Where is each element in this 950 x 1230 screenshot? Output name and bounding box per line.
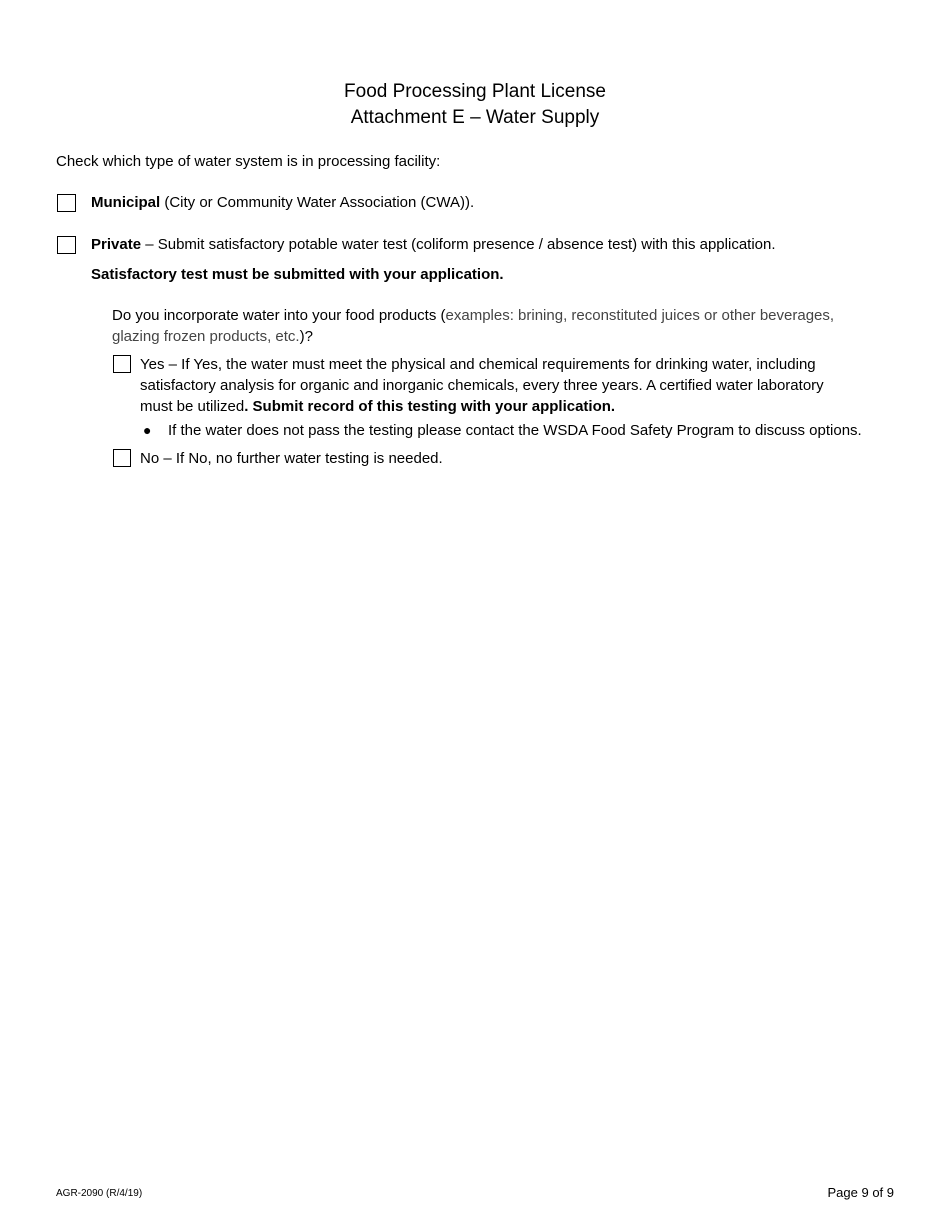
question-examples-line1: examples: brining, reconstituted juices or other beverages, xyxy=(445,307,835,324)
private-label xyxy=(91,234,776,255)
document-title: Food Processing Plant License xyxy=(344,81,606,102)
yes-label-line1: Yes – If Yes, the water must meet the physical and chemical requirements for drinking water, including xyxy=(140,356,816,373)
form-id: AGR-2090 (R/4/19) xyxy=(56,1188,143,1199)
municipal-label xyxy=(91,192,474,213)
no-checkbox[interactable] xyxy=(113,449,131,467)
water-system-prompt: Check which type of water system is in processing facility: xyxy=(56,153,441,170)
yes-checkbox[interactable] xyxy=(113,355,131,373)
question-examples-line2: glazing frozen products, etc. xyxy=(112,328,300,345)
private-note: Satisfactory test must be submitted with your application. xyxy=(91,266,504,283)
yes-bullet-text: If the water does not pass the testing please contact the WSDA Food Safety Program to discuss options. xyxy=(168,422,862,439)
yes-label-line3-bold: . Submit record of this testing with your application. xyxy=(244,398,616,415)
private-label-rest: – Submit satisfactory potable water test (coliform presence / absence test) with this application. xyxy=(141,236,776,253)
municipal-label-bold: Municipal xyxy=(91,194,161,211)
food-water-question-line2 xyxy=(112,326,313,347)
private-label-bold: Private xyxy=(91,236,142,253)
question-main-text: Do you incorporate water into your food products ( xyxy=(112,307,446,324)
yes-label-line3 xyxy=(140,396,615,417)
municipal-label-rest: (City or Community Water Association (CWA)). xyxy=(160,194,475,211)
food-water-question-line1 xyxy=(112,305,834,326)
yes-label-line2: satisfactory analysis for organic and inorganic chemicals, every three years. A certified water laboratory xyxy=(140,377,824,394)
document-subtitle: Attachment E – Water Supply xyxy=(350,107,600,128)
municipal-checkbox[interactable] xyxy=(57,194,76,212)
no-label: No – If No, no further water testing is needed. xyxy=(140,450,443,467)
page-number: Page 9 of 9 xyxy=(827,1185,894,1200)
question-end-text: )? xyxy=(299,328,313,345)
yes-label-line3-plain: must be utilized xyxy=(140,398,245,415)
bullet-icon: ● xyxy=(143,422,152,438)
private-checkbox[interactable] xyxy=(57,236,76,254)
